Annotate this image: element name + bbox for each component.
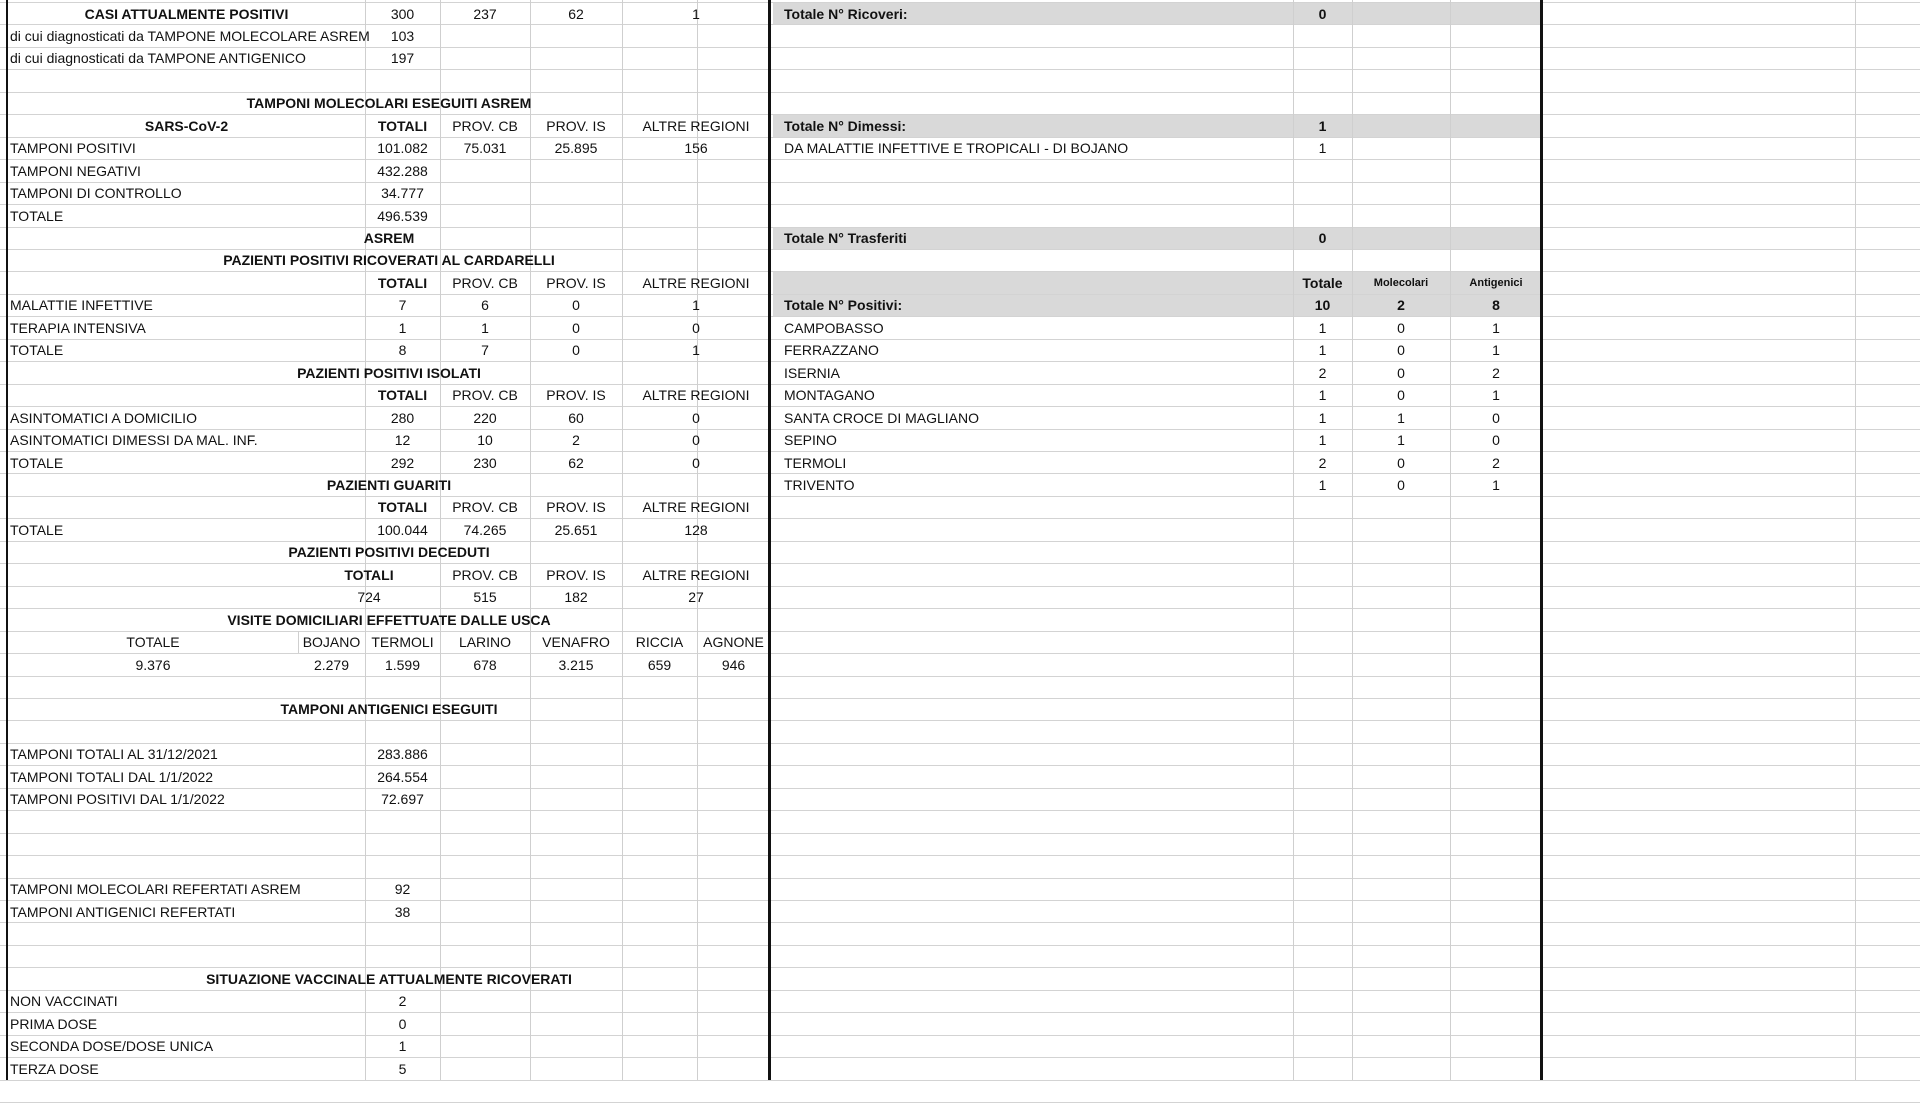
cell-value: 101.082 <box>377 140 428 157</box>
cell-value: 60 <box>568 409 584 426</box>
row-label: TOTALE <box>10 207 64 224</box>
grid-col-line <box>1352 0 1353 1080</box>
section-title: TAMPONI ANTIGENICI ESEGUITI <box>280 701 498 718</box>
cell-value: 0 <box>1397 387 1405 404</box>
cell-value: 1 <box>1318 319 1327 336</box>
cell-value: 0 <box>398 1015 407 1032</box>
cell-value: 9.376 <box>135 656 171 673</box>
grid-row-line <box>0 586 1920 587</box>
column-header: PROV. IS <box>546 274 606 291</box>
ricoveri-label: Totale N° Ricoveri: <box>784 5 908 22</box>
column-header: PROV. IS <box>546 499 606 516</box>
cell-value: 283.886 <box>377 746 428 763</box>
cell-value: 2 <box>572 432 580 449</box>
column-header: TOTALI <box>377 387 428 404</box>
column-header: PROV. CB <box>452 117 518 134</box>
cell-value: 264.554 <box>377 768 428 785</box>
cell-value: 0 <box>692 409 700 426</box>
grid-row-line <box>0 855 1920 856</box>
cell-value: 515 <box>473 589 497 606</box>
column-header: PROV. CB <box>452 499 518 516</box>
cell-value: 432.288 <box>377 162 428 179</box>
column-header: Antigenici <box>1469 276 1523 289</box>
row-label: SECONDA DOSE/DOSE UNICA <box>10 1038 214 1055</box>
cell-value: 1 <box>398 319 407 336</box>
row-label: di cui diagnosticati da TAMPONE MOLECOLARE ASREM <box>10 27 370 44</box>
cell-value: 34.777 <box>381 185 424 202</box>
column-header: AGNONE <box>703 634 764 651</box>
cell-value: 659 <box>647 656 672 673</box>
cell-value: 1 <box>1492 476 1500 493</box>
row-label: DA MALATTIE INFETTIVE E TROPICALI - DI BOJANO <box>784 140 1129 157</box>
cell-value: 0 <box>1318 230 1327 246</box>
cell-value: 2 <box>398 993 407 1010</box>
cell-value: 100.044 <box>377 521 428 538</box>
cell-value: 2 <box>1318 454 1327 471</box>
cell-value: 946 <box>721 656 746 673</box>
cell-value: 1 <box>1318 117 1327 134</box>
cell-value: 220 <box>473 409 497 426</box>
comune-name: TERMOLI <box>784 454 847 471</box>
column-header: ALTRE REGIONI <box>642 274 750 291</box>
cell-value: 230 <box>473 454 497 471</box>
cell-value: 724 <box>357 589 381 606</box>
column-header: PROV. CB <box>452 387 518 404</box>
cell-value: 103 <box>390 27 415 44</box>
grid-col-line <box>1855 0 1856 1080</box>
section-title: PAZIENTI GUARITI <box>326 476 452 493</box>
section-title: SITUAZIONE VACCINALE ATTUALMENTE RICOVERATI <box>206 970 572 987</box>
cell-value: 0 <box>1397 319 1405 336</box>
cell-value: 27 <box>688 589 704 606</box>
column-header: ALTRE REGIONI <box>642 499 750 516</box>
column-header: VENAFRO <box>542 634 610 651</box>
grid-row-line <box>0 922 1920 923</box>
row-label: TAMPONI TOTALI AL 31/12/2021 <box>10 746 218 763</box>
trasferiti-label: Totale N° Trasferiti <box>784 230 907 246</box>
row-label: TAMPONI POSITIVI DAL 1/1/2022 <box>10 791 225 808</box>
cell-value: 1 <box>692 297 700 314</box>
grid-row-line <box>0 833 1920 834</box>
cell-value: 1 <box>1492 319 1500 336</box>
row-label: di cui diagnosticati da TAMPONE ANTIGENICO <box>10 50 306 67</box>
cell-value: 2 <box>1492 454 1500 471</box>
comune-name: SANTA CROCE DI MAGLIANO <box>784 409 979 426</box>
cell-value: 1 <box>692 342 700 359</box>
cell-value: 1 <box>398 1038 407 1055</box>
cell-value: 5 <box>398 1060 407 1077</box>
cell-value: 74.265 <box>463 521 507 538</box>
comune-name: CAMPOBASSO <box>784 319 884 336</box>
cell-value: 7 <box>481 342 489 359</box>
cell-value: 0 <box>572 297 580 314</box>
cell-value: 292 <box>390 454 415 471</box>
section-title: PAZIENTI POSITIVI DECEDUTI <box>288 544 490 561</box>
cell-value: 1 <box>1318 342 1327 359</box>
cell-value: 1 <box>692 5 700 22</box>
cell-value: 156 <box>684 140 708 157</box>
cell-value: 2 <box>1492 364 1500 381</box>
casi-attualmente-positivi-label: CASI ATTUALMENTE POSITIVI <box>84 5 289 22</box>
cell-value: 12 <box>394 432 411 449</box>
grid-row-line <box>0 563 1920 564</box>
grid-col-line <box>1293 0 1294 1080</box>
grid-row-line <box>0 496 1920 497</box>
cell-value: 25.651 <box>554 521 598 538</box>
cell-value: 0 <box>692 319 700 336</box>
cell-value: 1 <box>1318 409 1327 426</box>
column-header: TOTALI <box>377 499 428 516</box>
cell-value: 0 <box>692 432 700 449</box>
comune-name: FERRAZZANO <box>784 342 879 359</box>
column-header: LARINO <box>458 634 512 651</box>
cell-value: 237 <box>473 5 497 22</box>
row-label: TERZA DOSE <box>10 1060 99 1077</box>
row-label: TOTALE <box>10 521 64 538</box>
column-header: RICCIA <box>635 634 684 651</box>
cell-value: 1 <box>1318 476 1327 493</box>
comune-name: ISERNIA <box>784 364 841 381</box>
comune-name: TRIVENTO <box>784 476 855 493</box>
cell-value: 8 <box>398 342 407 359</box>
cell-value: 678 <box>473 656 497 673</box>
cell-value: 128 <box>684 521 708 538</box>
cell-value: 0 <box>572 342 580 359</box>
cell-value: 2.279 <box>313 656 350 673</box>
section-title: ASREM <box>363 230 415 246</box>
cell-value: 10 <box>1314 297 1331 314</box>
cell-value: 496.539 <box>377 207 428 224</box>
column-header: TOTALI <box>377 117 428 134</box>
column-header: ALTRE REGIONI <box>642 387 750 404</box>
cell-value: 1 <box>1397 409 1405 426</box>
cell-value: 6 <box>481 297 489 314</box>
cell-value: 0 <box>1318 5 1327 22</box>
cell-value: 1 <box>1318 432 1327 449</box>
cell-value: 0 <box>1397 454 1405 471</box>
cell-value: 3.215 <box>558 656 594 673</box>
cell-value: 197 <box>390 50 415 67</box>
grid-row-line <box>0 271 1920 272</box>
section-title: PAZIENTI POSITIVI ISOLATI <box>297 364 481 381</box>
section-title: TAMPONI MOLECOLARI ESEGUITI ASREM <box>246 95 532 112</box>
cell-value: 0 <box>1397 342 1405 359</box>
column-header: PROV. CB <box>452 566 518 583</box>
cell-value: 1 <box>1397 432 1405 449</box>
grid-row-line <box>0 720 1920 721</box>
column-header: TERMOLI <box>371 634 434 651</box>
panel-divider <box>1540 0 1543 1080</box>
cell-value: 2 <box>1397 297 1405 314</box>
row-label: TAMPONI ANTIGENICI REFERTATI <box>10 903 236 920</box>
cell-value: 8 <box>1492 297 1500 314</box>
cell-value: 72.697 <box>381 791 424 808</box>
cell-value: 300 <box>390 5 415 22</box>
cell-value: 182 <box>564 589 588 606</box>
cell-value: 62 <box>568 454 584 471</box>
cell-value: 7 <box>398 297 407 314</box>
row-label: ASINTOMATICI DIMESSI DA MAL. INF. <box>10 432 258 449</box>
column-header: Totale <box>1302 274 1343 291</box>
grid-row-line <box>0 69 1920 70</box>
row-label: TOTALE <box>10 454 64 471</box>
row-label: TERAPIA INTENSIVA <box>10 319 146 336</box>
grid-col-line <box>1450 0 1451 1080</box>
cell-value: 10 <box>477 432 493 449</box>
cell-value: 0 <box>692 454 700 471</box>
row-label: TOTALE <box>10 342 64 359</box>
row-label: ASINTOMATICI A DOMICILIO <box>10 409 197 426</box>
row-label: MALATTIE INFETTIVE <box>10 297 153 314</box>
comune-name: MONTAGANO <box>784 387 875 404</box>
cell-value: 0 <box>1397 476 1405 493</box>
grid-row-line <box>0 945 1920 946</box>
positivi-label: Totale N° Positivi: <box>784 297 903 314</box>
column-header: ALTRE REGIONI <box>642 566 750 583</box>
row-label: TAMPONI DI CONTROLLO <box>10 185 182 202</box>
cell-value: 0 <box>1492 409 1500 426</box>
cell-value: 75.031 <box>463 140 507 157</box>
column-header: PROV. IS <box>546 387 606 404</box>
dimessi-label: Totale N° Dimessi: <box>784 117 907 134</box>
column-header: TOTALI <box>377 274 428 291</box>
section-title: VISITE DOMICILIARI EFFETTUATE DALLE USCA <box>227 611 551 628</box>
column-header: PROV. IS <box>546 566 606 583</box>
cell-value: 280 <box>390 409 415 426</box>
column-header: ALTRE REGIONI <box>642 117 750 134</box>
cell-value: 38 <box>394 903 411 920</box>
column-header: BOJANO <box>302 634 361 651</box>
column-header: PROV. CB <box>452 274 518 291</box>
cell-value: 1.599 <box>384 656 421 673</box>
cell-value: 92 <box>394 881 411 898</box>
row-label: TAMPONI TOTALI DAL 1/1/2022 <box>10 768 214 785</box>
cell-value: 0 <box>572 319 580 336</box>
cell-value: 1 <box>1492 342 1500 359</box>
row-label: TAMPONI NEGATIVI <box>10 162 141 179</box>
column-header: SARS-CoV-2 <box>144 117 229 134</box>
row-label: NON VACCINATI <box>10 993 118 1010</box>
row-label: PRIMA DOSE <box>10 1015 98 1032</box>
column-header: TOTALI <box>344 566 394 583</box>
comune-name: SEPINO <box>784 432 837 449</box>
cell-value: 0 <box>1492 432 1500 449</box>
cell-value: 1 <box>1318 140 1327 157</box>
cell-value: 25.895 <box>554 140 598 157</box>
cell-value: 1 <box>1318 387 1327 404</box>
cell-value: 0 <box>1397 364 1405 381</box>
row-label: TAMPONI MOLECOLARI REFERTATI ASREM <box>10 881 301 898</box>
grid-row-line <box>0 676 1920 677</box>
cell-value: 1 <box>481 319 489 336</box>
grid-row-line <box>0 810 1920 811</box>
column-header: PROV. IS <box>546 117 606 134</box>
column-header: Molecolari <box>1373 276 1429 289</box>
column-header: TOTALE <box>126 634 180 651</box>
row-label: TAMPONI POSITIVI <box>10 140 136 157</box>
cell-value: 62 <box>568 5 584 22</box>
section-title: PAZIENTI POSITIVI RICOVERATI AL CARDARELLI <box>223 252 555 269</box>
cell-value: 2 <box>1318 364 1327 381</box>
cell-value: 1 <box>1492 387 1500 404</box>
